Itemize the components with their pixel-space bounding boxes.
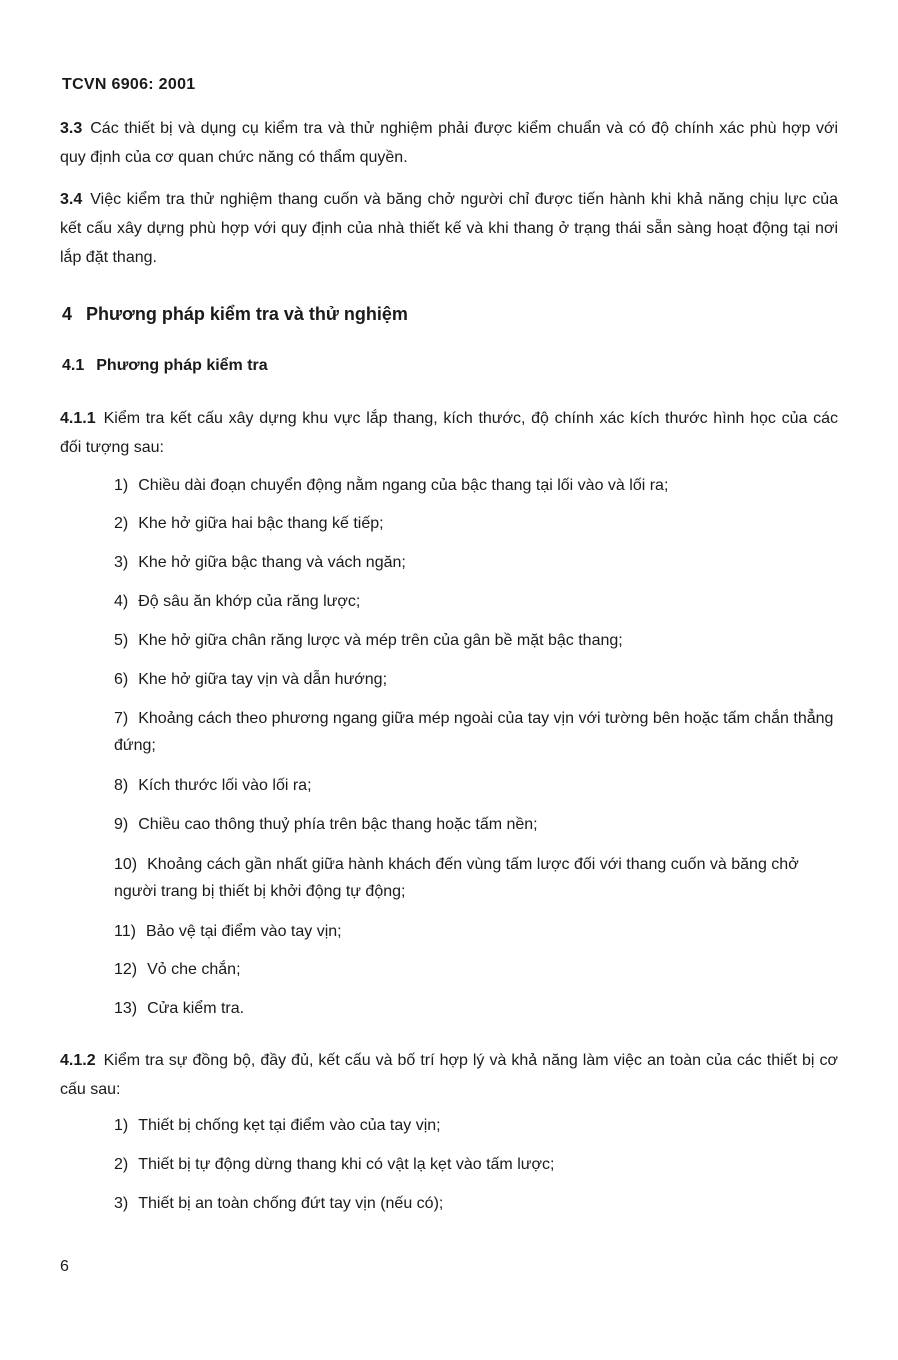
- list-item: 6) Khe hở giữa tay vịn và dẫn hướng;: [114, 671, 388, 688]
- section-title: Phương pháp kiểm tra: [96, 357, 268, 374]
- section-number: 4.1: [62, 357, 85, 374]
- clause-number: 3.3: [60, 120, 83, 137]
- list-item: 3) Khe hở giữa bậc thang và vách ngăn;: [114, 554, 406, 571]
- list-item: 2) Thiết bị tự động dừng thang khi có vật lạ kẹt vào tấm lược;: [114, 1156, 555, 1173]
- clause-3-3: [60, 114, 838, 172]
- list-item: 3) Thiết bị an toàn chống đứt tay vịn (nếu có);: [114, 1195, 444, 1212]
- list-item: 2) Khe hở giữa hai bậc thang kế tiếp;: [114, 515, 384, 532]
- list-item: 7) Khoảng cách theo phương ngang giữa mép ngoài của tay vịn với tường bên hoặc tấm chắn thẳng đứng;: [114, 710, 834, 754]
- clause-text: Kiểm tra kết cấu xây dựng khu vực lắp thang, kích thước, độ chính xác kích thước hình học của các đối tượng sau:: [60, 410, 838, 456]
- document-code-header: TCVN 6906: 2001: [62, 76, 196, 93]
- clause-number: 4.1.1: [60, 410, 96, 427]
- list-item: 12) Vỏ che chắn;: [114, 961, 241, 978]
- section-title: Phương pháp kiểm tra và thử nghiệm: [86, 304, 408, 324]
- clause-4-1-2: [60, 1046, 838, 1104]
- clause-3-4: [60, 185, 838, 272]
- clause-number: 3.4: [60, 191, 83, 208]
- list-item: 11) Bảo vệ tại điểm vào tay vịn;: [114, 923, 342, 940]
- clause-4-1-1: [60, 404, 838, 462]
- section-4-1-heading: [62, 357, 268, 375]
- page-number: 6: [60, 1258, 69, 1275]
- clause-text: Các thiết bị và dụng cụ kiểm tra và thử nghiệm phải được kiểm chuẩn và có độ chính xác phù hợp với quy định của cơ quan chức năng có thẩm quyền.: [60, 120, 838, 166]
- section-number: 4: [62, 304, 73, 324]
- list-item: 1) Thiết bị chống kẹt tại điểm vào của tay vịn;: [114, 1117, 441, 1134]
- list-item: 10) Khoảng cách gần nhất giữa hành khách đến vùng tấm lược đối với thang cuốn và băng chở người trang bị thiết bị khởi động tự động;: [114, 856, 799, 900]
- clause-text: Việc kiểm tra thử nghiệm thang cuốn và băng chở người chỉ được tiến hành khi khả năng chịu lực của kết cấu xây dựng phù hợp với quy định của nhà thiết kế và khi thang ở trạng thái sẵn sàng hoạt động tại nơi lắp đặt thang.: [60, 191, 838, 266]
- list-item: 9) Chiều cao thông thuỷ phía trên bậc thang hoặc tấm nền;: [114, 816, 538, 833]
- list-item: 8) Kích thước lối vào lối ra;: [114, 777, 312, 794]
- clause-number: 4.1.2: [60, 1052, 96, 1069]
- list-item: 1) Chiều dài đoạn chuyển động nằm ngang của bậc thang tại lối vào và lối ra;: [114, 477, 669, 494]
- section-4-heading: [62, 304, 408, 325]
- clause-text: Kiểm tra sự đồng bộ, đầy đủ, kết cấu và bố trí hợp lý và khả năng làm việc an toàn của các thiết bị cơ cấu sau:: [60, 1052, 838, 1098]
- list-item: 13) Cửa kiểm tra.: [114, 1000, 245, 1017]
- list-item: 5) Khe hở giữa chân răng lược và mép trên của gân bề mặt bậc thang;: [114, 632, 623, 649]
- list-item: 4) Độ sâu ăn khớp của răng lược;: [114, 593, 361, 610]
